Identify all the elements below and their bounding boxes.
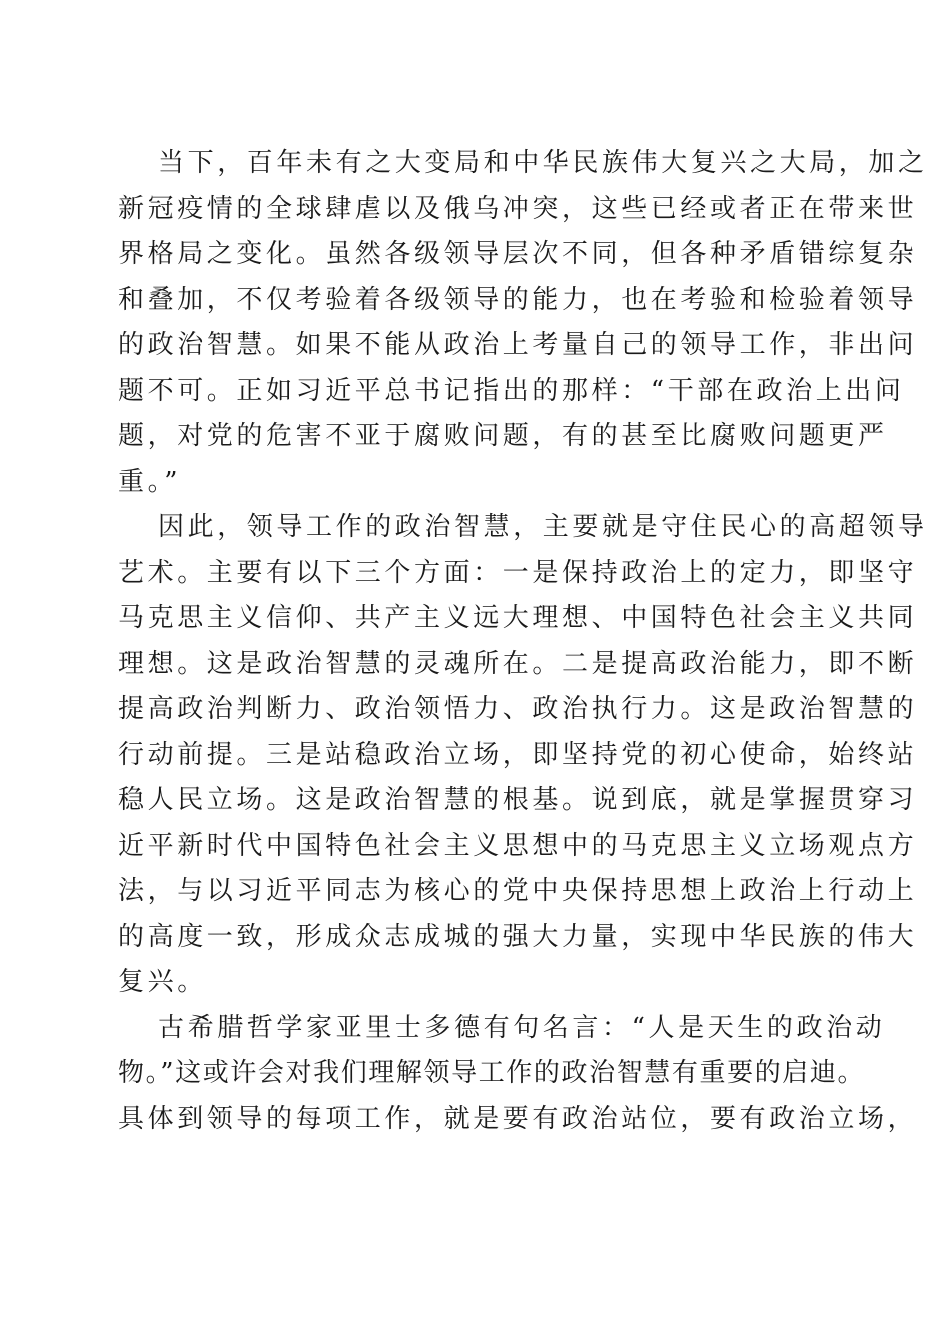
text-line: 物。”这或许会对我们理解领导工作的政治智慧有重要的启迪。 [118,1058,866,1088]
text-line: 法，与以习近平同志为核心的党中央保持思想上政治上行动上 [118,876,918,906]
text-line: 艺术。主要有以下三个方面：一是保持政治上的定力，即坚守 [118,557,918,588]
text-line: 马克思主义信仰、共产主义远大理想、中国特色社会主义共同 [118,603,918,633]
text-line: 题不可。正如习近平总书记指出的那样：“干部在政治上出问 [118,375,905,406]
text-line: 和叠加，不仅考验着各级领导的能力，也在考验和检验着领导 [118,284,918,315]
body-text [118,141,928,1142]
text-line: 稳人民立场。这是政治智慧的根基。说到底，就是掌握贯穿习 [118,785,918,815]
text-line: 当下，百年未有之大变局和中华民族伟大复兴之大局，加之 [158,148,928,178]
text-line: 的政治智慧。如果不能从政治上考量自己的领导工作，非出问 [118,330,918,360]
text-line: 界格局之变化。虽然各级领导层次不同，但各种矛盾错综复杂 [118,239,918,269]
text-line: 重。” [118,466,182,497]
text-line: 的高度一致，形成众志成城的强大力量，实现中华民族的伟大 [118,921,918,952]
text-line: 题，对党的危害不亚于腐败问题，有的甚至比腐败问题更严 [118,421,888,451]
paragraph-2 [118,505,928,1006]
text-line: 近平新时代中国特色社会主义思想中的马克思主义立场观点方 [118,830,918,861]
text-line: 古希腊哲学家亚里士多德有句名言：“人是天生的政治动 [158,1012,886,1043]
text-line: 复兴。 [118,967,207,997]
paragraph-3 [118,1006,918,1143]
text-line: 提高政治判断力、政治领悟力、政治执行力。这是政治智慧的 [118,694,918,724]
text-line: 具体到领导的每项工作，就是要有政治站位，要有政治立场， [118,1103,918,1134]
paragraph-1 [118,141,928,505]
text-line: 因此，领导工作的政治智慧，主要就是守住民心的高超领导 [158,512,928,542]
text-line: 新冠疫情的全球肆虐以及俄乌冲突，这些已经或者正在带来世 [118,193,918,224]
text-line: 理想。这是政治智慧的灵魂所在。二是提高政治能力，即不断 [118,648,918,679]
text-line: 行动前提。三是站稳政治立场，即坚持党的初心使命，始终站 [118,739,918,770]
